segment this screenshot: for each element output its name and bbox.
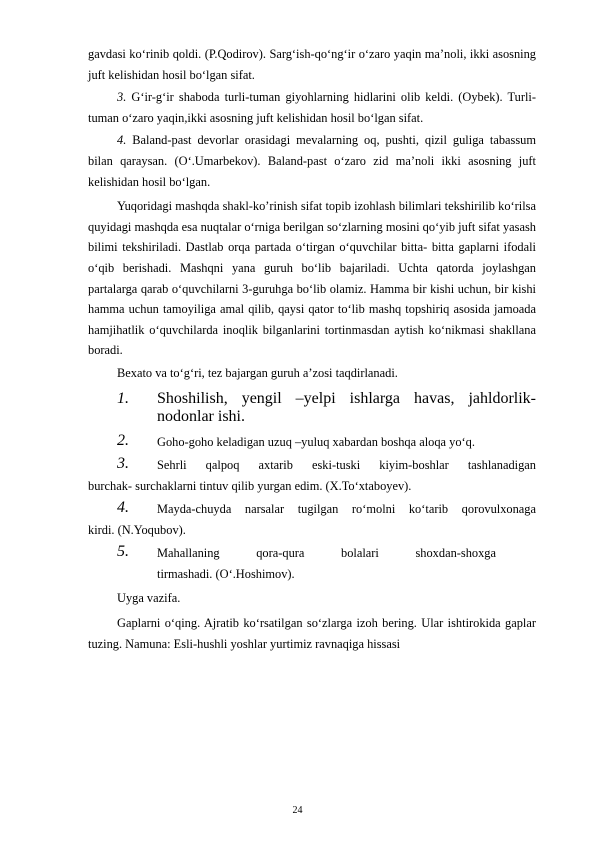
paragraph-2-number: 3.: [117, 90, 127, 105]
list-item-number: 3.: [117, 455, 129, 473]
list-item-text-continuation: tirmashadi. (O‘.Hoshimov).: [157, 567, 295, 582]
paragraph-3-text: Baland-past devorlar orasidagi mevalarning oq, pushti, qizil guliga tabassum bilan qaraysan. (O‘.Umarbekov). Baland-past o‘zaro zid ma’noli ikki asosning juft kelishidan hosil bo‘lgan.: [88, 133, 536, 189]
list-item-text-continuation: kirdi. (N.Yoqubov).: [88, 522, 186, 537]
paragraph-4: Yuqoridagi mashqda shakl-ko’rinish sifat topib izohlash bilimlari tekshirilib ko‘rilsa quyidagi mashqda esa nuqtalar o‘rniga berilgan so‘zlarning mosini qo‘yib juft sifat yasash bilimi tekshiriladi. Dastlab orqa partada o‘tirgan o‘quvchilar bitta- bitta gaplarni ifodali o‘qib berishadi. Mashqni yana guruh bo‘lib bajariladi. Uchta qatorda joylashgan partalarga qarab o‘quvchilarni 3-guruhga bo‘lib olamiz. Hamma bir kishi uchun, bir kishi hamma uchun tamoyiliga amal qilib, qaysi qator to‘lib mashq topshiriq asosida jamoada hamjihatlik o‘quvchilarda inoqlik bilganlarini tortinmasdan aytish ko‘nikmasi shakllana boradi.: [88, 199, 536, 358]
list-item-number: 5.: [117, 543, 129, 561]
list-item-text: Shoshilish, yengil –yelpi ishlarga havas, jahldorlik-nodonlar ishi.: [157, 389, 536, 425]
word: bolalari: [341, 546, 379, 561]
list-item-text-continuation: burchak- surchaklarni tintuv qilib yurgan edim. (X.To‘xtaboyev).: [88, 478, 412, 493]
list-item-number: 4.: [117, 499, 129, 517]
list-item-text-first-line: Sehrli qalpoq axtarib eski-tuski kiyim-boshlar tashlanadigan: [157, 458, 536, 473]
paragraph-3: [88, 130, 536, 192]
document-page: [88, 44, 536, 654]
list-item: [88, 390, 536, 426]
paragraph-3-number: 4.: [117, 133, 127, 148]
list-item-number: 2.: [117, 431, 129, 449]
list-item-text-first-line: [157, 543, 536, 564]
list-item: [88, 432, 536, 453]
word: qora-qura: [256, 546, 305, 561]
word: shoxdan-shoxga: [415, 546, 496, 561]
paragraph-2: [88, 87, 536, 128]
list-item: [88, 543, 536, 564]
list-item: [88, 499, 536, 520]
paragraph-1: gavdasi ko‘rinib qoldi. (P.Qodirov). Sarg‘ish-qo‘ng‘ir o‘zaro yaqin ma’noli, ikki asosning juft kelishidan hosil bo‘lgan sifat.: [88, 47, 536, 82]
paragraph-2-text: G‘ir-g‘ir shaboda turli-tuman giyohlarning hidlarini olib keldi. (Oybek). Turli- tuman o‘zaro yaqin,ikki asosning juft kelishidan hosil bo‘lgan sifat.: [88, 90, 536, 125]
paragraph-5: Bexato va to‘g‘ri, tez bajargan guruh a’zosi taqdirlanadi.: [117, 365, 398, 380]
list-item: [88, 455, 536, 476]
paragraph-7: Gaplarni o‘qing. Ajratib ko‘rsatilgan so‘zlarga izoh bering. Ular ishtirokida gaplar tuzing. Namuna: Esli-hushli yoshlar yurtimiz ravnaqiga hissasi: [88, 616, 536, 651]
word: Mahallaning: [157, 546, 220, 561]
list-item-text: Goho-goho keladigan uzuq –yuluq xabardan boshqa aloqa yo‘q.: [157, 434, 475, 449]
paragraph-homework: Uyga vazifa.: [117, 590, 181, 605]
list-item-number: 1.: [117, 389, 129, 407]
page-number: 24: [292, 805, 303, 816]
list-item-text-first-line: Mayda-chuyda narsalar tugilgan ro‘molni ko‘tarib qorovulxonaga: [157, 502, 536, 517]
